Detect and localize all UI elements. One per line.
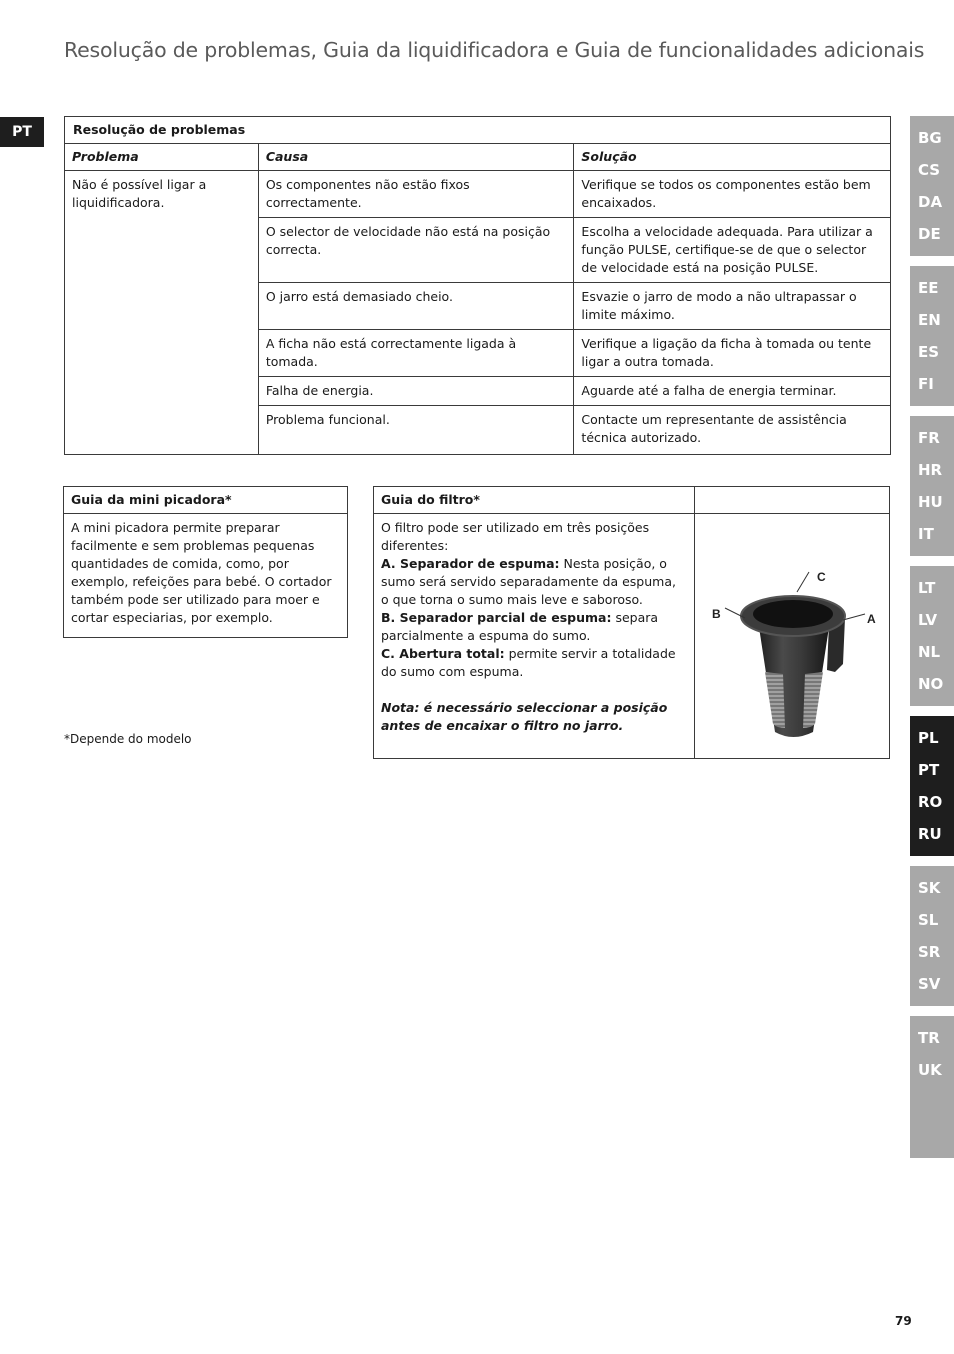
filter-b-text: separa parcialmente a espuma do sumo. xyxy=(381,610,659,643)
language-item-no: NO xyxy=(918,675,944,693)
language-item-en: EN xyxy=(918,311,941,329)
cause-cell: O selector de velocidade não está na posição correcta. xyxy=(258,218,574,283)
filter-b-label: B. Separador parcial de espuma: xyxy=(381,610,612,625)
language-item-sv: SV xyxy=(918,975,941,993)
filter-mesh-left xyxy=(765,672,785,728)
filter-position-b xyxy=(381,609,687,645)
mini-chopper-table xyxy=(63,486,348,638)
language-group xyxy=(910,566,954,706)
filter-guide-title: Guia do filtro* xyxy=(374,487,695,514)
language-item-ru: RU xyxy=(918,825,942,843)
filter-mesh-right xyxy=(803,672,823,728)
language-group xyxy=(910,416,954,556)
filter-position-a xyxy=(381,555,687,609)
solution-cell: Verifique se todos os componentes estão bem encaixados. xyxy=(574,171,891,218)
language-item-pl: PL xyxy=(918,729,939,747)
language-group xyxy=(910,1016,954,1158)
filter-illustration xyxy=(695,514,888,758)
page-number: 79 xyxy=(895,1314,912,1328)
filter-guide-table xyxy=(373,486,890,759)
filter-illustration-cell xyxy=(695,514,890,759)
language-item-ee: EE xyxy=(918,279,939,297)
language-item-fr: FR xyxy=(918,429,940,447)
language-item-sl: SL xyxy=(918,911,939,929)
solution-cell: Escolha a velocidade adequada. Para utilizar a função PULSE, certifique-se de que o selector de velocidade está na posição PULSE. xyxy=(574,218,891,283)
solution-cell: Aguarde até a falha de energia terminar. xyxy=(574,377,891,406)
filter-label-a: A xyxy=(867,612,876,626)
troubleshooting-table xyxy=(64,116,891,455)
filter-label-b: B xyxy=(712,607,721,621)
language-item-sr: SR xyxy=(918,943,941,961)
column-header-solution: Solução xyxy=(574,144,891,171)
language-item-sk: SK xyxy=(918,879,941,897)
language-badge: PT xyxy=(0,117,44,147)
language-item-nl: NL xyxy=(918,643,941,661)
footnote: *Depende do modelo xyxy=(64,732,192,746)
cause-cell: A ficha não está correctamente ligada à tomada. xyxy=(258,330,574,377)
language-item-ro: RO xyxy=(918,793,943,811)
solution-cell: Verifique a ligação da ficha à tomada ou tente ligar a outra tomada. xyxy=(574,330,891,377)
filter-c-label: C. Abertura total: xyxy=(381,646,505,661)
problem-cell: Não é possível ligar a liquidificadora. xyxy=(65,171,259,455)
language-item-lv: LV xyxy=(918,611,938,629)
filter-a-label: A. Separador de espuma: xyxy=(381,556,560,571)
cause-cell: O jarro está demasiado cheio. xyxy=(258,283,574,330)
language-group xyxy=(910,716,954,856)
filter-opening xyxy=(753,600,833,628)
language-group xyxy=(910,116,954,256)
cause-cell: Problema funcional. xyxy=(258,406,574,455)
language-item-it: IT xyxy=(918,525,934,543)
column-header-problem: Problema xyxy=(65,144,259,171)
language-item-de: DE xyxy=(918,225,941,243)
language-item-uk: UK xyxy=(918,1061,942,1079)
filter-a-text: Nesta posição, o sumo será servido separadamente da espuma, o que torna o sumo mais leve e saboroso. xyxy=(381,556,676,607)
language-item-lt: LT xyxy=(918,579,936,597)
cause-cell: Os componentes não estão fixos correctamente. xyxy=(258,171,574,218)
language-item-hu: HU xyxy=(918,493,943,511)
language-item-hr: HR xyxy=(918,461,943,479)
language-group xyxy=(910,266,954,406)
language-item-fi: FI xyxy=(918,375,934,393)
language-item-cs: CS xyxy=(918,161,941,179)
language-item-pt: PT xyxy=(918,761,940,779)
filter-guide-empty-header xyxy=(695,487,890,514)
language-sidebar xyxy=(910,116,954,1168)
filter-position-c xyxy=(381,645,687,681)
filter-intro: O filtro pode ser utilizado em três posições diferentes: xyxy=(381,520,650,553)
filter-note: Nota: é necessário seleccionar a posição antes de encaixar o filtro no jarro. xyxy=(381,700,668,733)
mini-chopper-text: A mini picadora permite preparar facilmente e sem problemas pequenas quantidades de comida, como, por exemplo, refeições para bebé. O cortador também pode ser utilizado para moer e cortar especiarias, por exemplo. xyxy=(64,514,348,638)
page-title: Resolução de problemas, Guia da liquidificadora e Guia de funcionalidades adicionais xyxy=(64,38,925,62)
solution-cell: Esvazie o jarro de modo a não ultrapassar o limite máximo. xyxy=(574,283,891,330)
filter-c-text: permite servir a totalidade do sumo com espuma. xyxy=(381,646,676,679)
language-item-tr: TR xyxy=(918,1029,940,1047)
filter-label-c: C xyxy=(817,570,826,584)
column-header-cause: Causa xyxy=(258,144,574,171)
language-item-es: ES xyxy=(918,343,940,361)
language-item-bg: BG xyxy=(918,129,942,147)
solution-cell: Contacte um representante de assistência técnica autorizado. xyxy=(574,406,891,455)
language-group xyxy=(910,866,954,1006)
cause-cell: Falha de energia. xyxy=(258,377,574,406)
mini-chopper-title: Guia da mini picadora* xyxy=(64,487,348,514)
troubleshooting-title: Resolução de problemas xyxy=(65,117,891,144)
language-item-da: DA xyxy=(918,193,943,211)
filter-guide-text xyxy=(374,514,695,759)
